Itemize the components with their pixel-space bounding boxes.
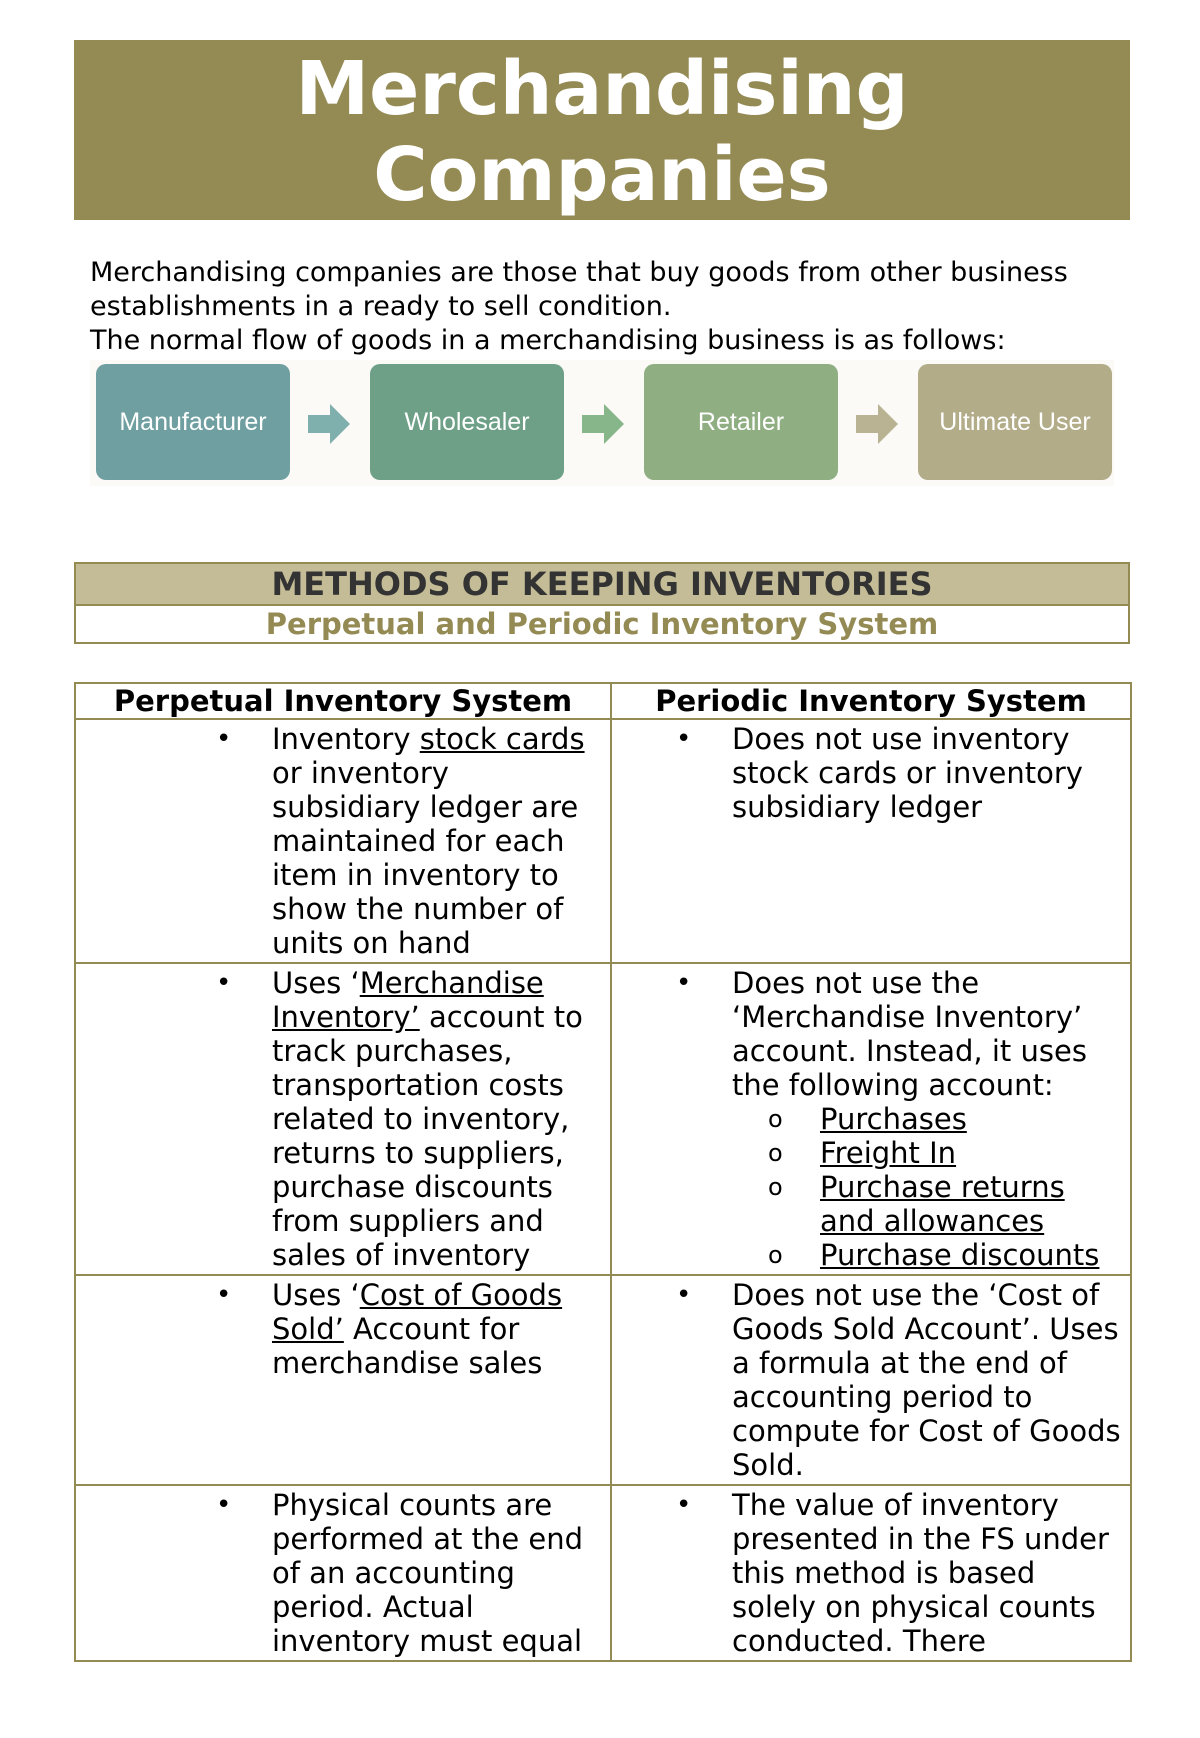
comparison-table [74, 682, 1132, 1662]
cell-text: account to track purchases, transportation costs related to inventory, returns to suppliers, purchase discounts from suppliers and sales of inventory [272, 1000, 583, 1272]
circle-bullet-icon: o [768, 1139, 783, 1167]
underlined-term: stock cards [419, 722, 585, 756]
list-item [716, 1170, 1122, 1238]
cell-text: or inventory subsidiary ledger are maintained for each item in inventory to show the number of units on hand [272, 756, 579, 960]
bullet-icon: • [676, 968, 692, 998]
table-row [75, 963, 1131, 1275]
underlined-term: Cost of Goods Sold’ [272, 1278, 563, 1346]
cell-text: Does not use the ‘Merchandise Inventory’ account. Instead, it uses the following account: [732, 966, 1087, 1102]
underlined-term: Merchandise Inventory’ [272, 966, 544, 1034]
cell-text: The value of inventory presented in the FS under this method is based solely on physical counts conducted. There [732, 1488, 1109, 1658]
bullet-icon: • [676, 724, 692, 754]
cell-text: Inventory [272, 722, 420, 756]
column-header-perpetual: Perpetual Inventory System [75, 683, 611, 719]
bullet-icon: • [216, 1280, 232, 1310]
methods-subheading: Perpetual and Periodic Inventory System [265, 607, 939, 641]
flow-step-manufacturer: Manufacturer [96, 364, 290, 480]
title-line-1: Merchandising [295, 46, 909, 132]
cell-text: Does not use the ‘Cost of Goods Sold Account’. Uses a formula at the end of accounting period to compute for Cost of Goods Sold. [732, 1278, 1121, 1482]
title-line-2: Companies [373, 132, 831, 218]
table-row [75, 1485, 1131, 1661]
list-item [716, 1238, 1122, 1272]
table-cell [75, 1485, 611, 1661]
account-name: Purchase returns and allowances [820, 1170, 1065, 1238]
column-header-periodic: Periodic Inventory System [611, 683, 1131, 719]
table-cell [75, 719, 611, 963]
sub-list [732, 1102, 1122, 1272]
arrow-right-icon [582, 404, 624, 444]
cell-text: Uses ‘ [272, 1278, 360, 1312]
circle-bullet-icon: o [768, 1241, 783, 1269]
account-name: Purchase discounts [820, 1238, 1100, 1272]
table-cell [611, 1275, 1131, 1485]
flow-step-wholesaler: Wholesaler [370, 364, 564, 480]
methods-heading-box [74, 562, 1130, 644]
arrow-right-icon [856, 404, 898, 444]
circle-bullet-icon: o [768, 1105, 783, 1133]
table-cell [611, 1485, 1131, 1661]
cell-text: Uses ‘ [272, 966, 360, 1000]
table-cell [611, 719, 1131, 963]
intro-paragraph-1: Merchandising companies are those that buy goods from other business establishments in a ready to sell condition. [90, 257, 1068, 322]
account-name: Purchases [820, 1102, 967, 1136]
table-cell [75, 963, 611, 1275]
table-row [75, 719, 1131, 963]
goods-flow-diagram [90, 360, 1114, 486]
table-cell [611, 963, 1131, 1275]
list-item [716, 1102, 1122, 1136]
bullet-icon: • [216, 968, 232, 998]
account-name: Freight In [820, 1136, 957, 1170]
table-header-row [75, 683, 1131, 719]
flow-step-retailer: Retailer [644, 364, 838, 480]
table-row [75, 1275, 1131, 1485]
bullet-icon: • [216, 1490, 232, 1520]
methods-heading: METHODS OF KEEPING INVENTORIES [76, 564, 1128, 606]
cell-text: Does not use inventory stock cards or inventory subsidiary ledger [732, 722, 1083, 824]
arrow-right-icon [308, 404, 350, 444]
circle-bullet-icon: o [768, 1173, 783, 1201]
table-cell [75, 1275, 611, 1485]
cell-text: Physical counts are performed at the end of an accounting period. Actual inventory must equal [272, 1488, 584, 1658]
intro-paragraph-2: The normal flow of goods in a merchandising business is as follows: [90, 325, 1006, 356]
title-banner [74, 40, 1130, 220]
flow-step-ultimate-user: Ultimate User [918, 364, 1112, 480]
bullet-icon: • [676, 1280, 692, 1310]
bullet-icon: • [216, 724, 232, 754]
bullet-icon: • [676, 1490, 692, 1520]
list-item [716, 1136, 1122, 1170]
cell-text: Account for merchandise sales [272, 1312, 543, 1380]
intro-text [90, 256, 1130, 358]
